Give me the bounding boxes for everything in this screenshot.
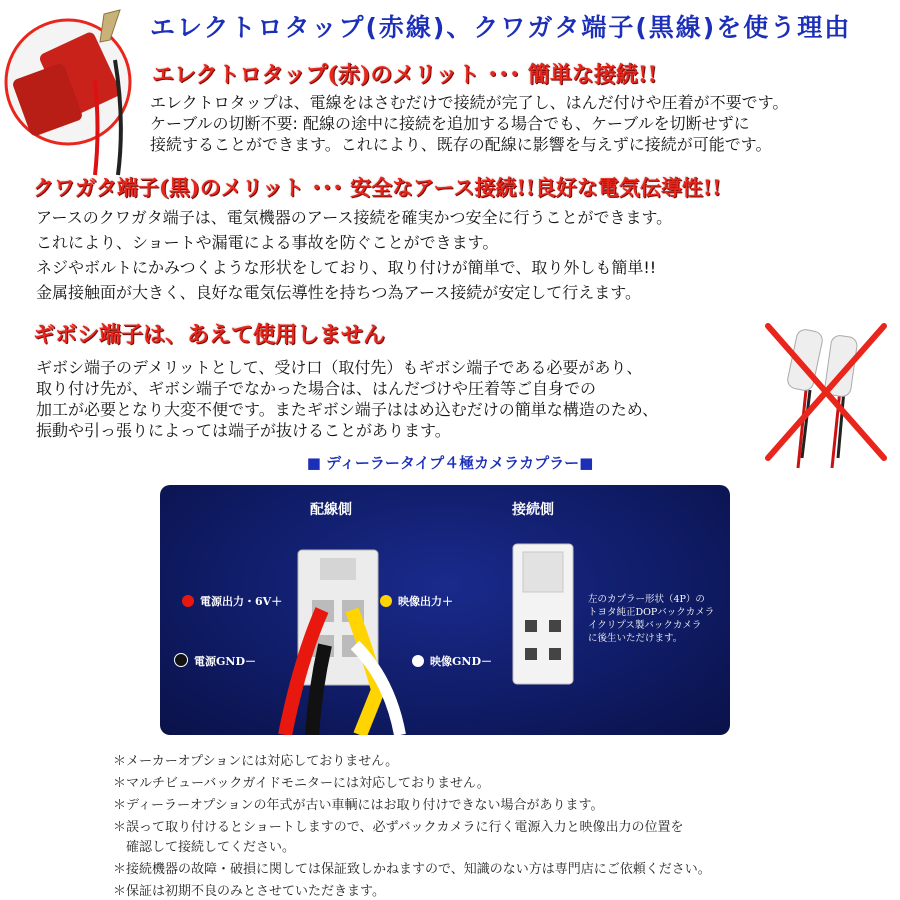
wiring-connector-latch <box>320 558 356 580</box>
kuwagata-line: これにより、ショートや漏電による事故を防ぐことができます。 <box>36 233 499 252</box>
kuwagata-line: アースのクワガタ端子は、電気機器のアース接続を確実かつ安全に行うことができます。 <box>36 208 673 227</box>
gibosi-line: 振動や引っ張りによっては端子が抜けることがあります。 <box>36 421 451 440</box>
wiring-side-label: 配線側 <box>310 502 352 518</box>
yellow-dot-icon <box>380 595 392 607</box>
connect-side-label: 接続側 <box>512 502 554 518</box>
note-item: ＊保証は初期不良のみとさせていただきます。 <box>113 884 385 899</box>
compat-note-line: イクリプス製バックカメラ <box>588 620 702 631</box>
page-title: エレクトロタップ(赤線)、クワガタ端子(黒線)を使う理由 <box>150 13 852 42</box>
gibosi-body <box>36 357 658 441</box>
kuwagata-body <box>36 205 672 305</box>
gibosi-line: ギボシ端子のデメリットとして、受け口（取付先）もギボシ端子である必要があり、 <box>36 358 643 377</box>
video-gnd-label <box>412 653 492 669</box>
black-dot-icon <box>174 653 188 667</box>
wiring-connector-graphic <box>260 540 420 735</box>
pin-hole <box>549 620 561 632</box>
note-item: ＊メーカーオプションには対応しておりません。 <box>113 754 399 769</box>
tap-line: 接続することができます。これにより、既存の配線に影響を与えずに接続が可能です。 <box>150 135 772 154</box>
white-dot-icon <box>412 655 424 667</box>
video-gnd-label-text: 映像GND－ <box>430 655 492 668</box>
compat-note-line: に後生いただけます。 <box>588 633 683 644</box>
power-gnd-label <box>174 653 256 669</box>
note-item: ＊接続機器の故障・破損に関しては保証致しかねますので、知識のない方は専門店にご依頼ください。 <box>113 862 711 877</box>
connect-connector-graphic <box>505 540 585 690</box>
compat-note-line: 左のカプラー形状（4P）の <box>588 594 705 605</box>
gibosi-line: 加工が必要となり大変不便です。またギボシ端子ははめ込むだけの簡単な構造のため、 <box>36 400 659 419</box>
gibosi-heading: ギボシ端子は、あえて使用しません <box>33 322 386 348</box>
power-gnd-label-text: 電源GND－ <box>194 655 256 668</box>
gibosi-line: 取り付け先が、ギボシ端子でなかった場合は、はんだづけや圧着等ご自身での <box>36 379 597 398</box>
tap-heading: エレクトロタップ(赤)のメリット ･･･ 簡単な接続!! <box>152 62 658 88</box>
red-dot-icon <box>182 595 194 607</box>
video-label <box>380 593 453 609</box>
video-label-text: 映像出力＋ <box>398 595 453 608</box>
compat-note <box>588 593 714 645</box>
spade-terminal <box>100 10 120 42</box>
note-item: ＊マルチビューバックガイドモニターには対応しておりません。 <box>113 776 490 791</box>
pin-hole <box>549 648 561 660</box>
pin-hole <box>525 620 537 632</box>
tap-line: ケーブルの切断不要: 配線の途中に接続を追加する場合でも、ケーブルを切断せずに <box>150 114 750 133</box>
tap-body <box>150 92 788 155</box>
coupler-caption: ■ ディーラータイプ４極カメラカプラー■ <box>306 454 594 472</box>
power-label-text: 電源出力・6V＋ <box>200 595 283 608</box>
coupler-diagram-panel <box>160 485 730 735</box>
power-label <box>182 593 282 609</box>
kuwagata-line: ネジやボルトにかみつくような形状をしており、取り付けが簡単で、取り外しも簡単!! <box>36 258 657 277</box>
kuwagata-heading: クワガタ端子(黒)のメリット ･･･ 安全なアース接続!!良好な電気伝導性!! <box>33 175 722 200</box>
note-item: 確認して接続してください。 <box>113 840 296 855</box>
tap-line: エレクトロタップは、電線をはさむだけで接続が完了し、はんだ付けや圧着が不要です。 <box>150 93 789 112</box>
pin-hole <box>525 648 537 660</box>
compat-note-line: トヨタ純正DOPバックカメラ <box>588 607 715 618</box>
kuwagata-line: 金属接触面が大きく、良好な電気伝導性を持ちつ為アース接続が安定して行えます。 <box>36 283 641 302</box>
note-item: ＊ディーラーオプションの年式が古い車輌にはお取り付けできない場合があります。 <box>113 798 604 813</box>
connect-connector-hood <box>523 552 563 592</box>
note-item: ＊誤って取り付けるとショートしますので、必ずバックカメラに行く電源入力と映像出力の位置を <box>113 820 684 835</box>
electro-tap-image <box>0 0 150 180</box>
